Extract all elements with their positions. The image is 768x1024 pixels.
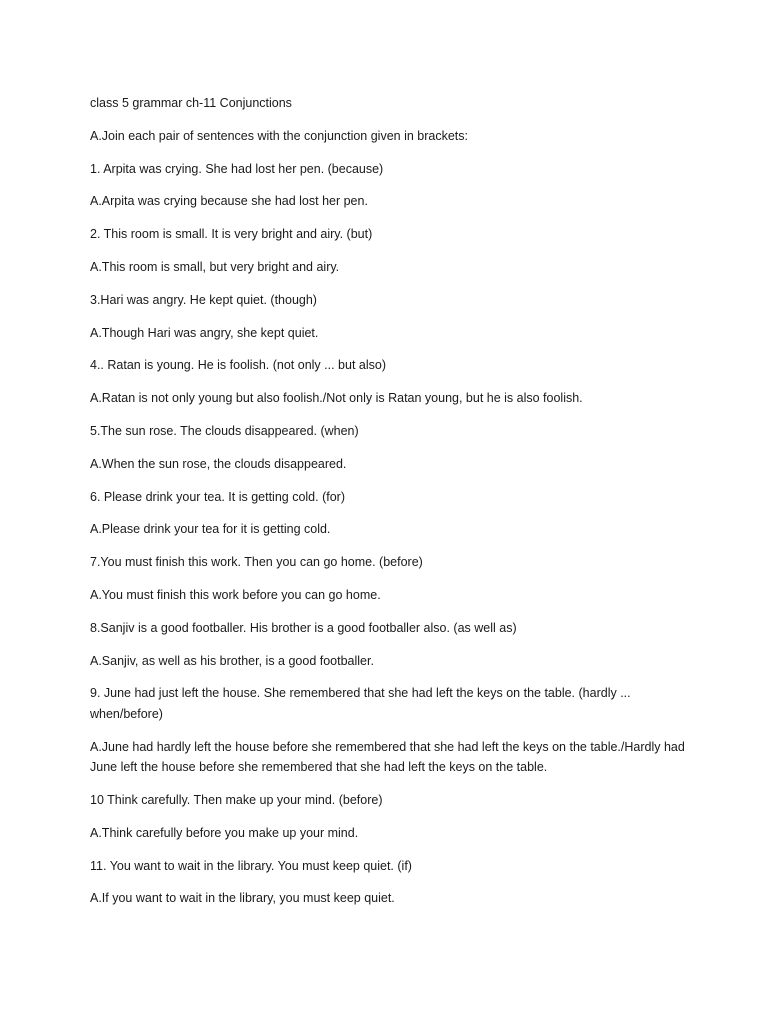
question-3: 3.Hari was angry. He kept quiet. (though) [90, 292, 317, 307]
answer-5: A.When the sun rose, the clouds disappeared. [90, 456, 347, 471]
document-body [90, 93, 690, 921]
question-9: 9. June had just left the house. She remembered that she had left the keys on the table. (hardly ... when/before) [90, 686, 631, 721]
question-7: 7.You must finish this work. Then you can go home. (before) [90, 555, 423, 570]
answer-10: A.Think carefully before you make up your mind. [90, 825, 359, 840]
question-4: 4.. Ratan is young. He is foolish. (not only ... but also) [90, 358, 386, 373]
question-10: 10 Think carefully. Then make up your mind. (before) [90, 792, 383, 807]
answer-7: A.You must finish this work before you can go home. [90, 587, 381, 602]
question-8: 8.Sanjiv is a good footballer. His brother is a good footballer also. (as well as) [90, 620, 517, 635]
answer-8: A.Sanjiv, as well as his brother, is a good footballer. [90, 653, 374, 668]
answer-4: A.Ratan is not only young but also foolish./Not only is Ratan young, but he is also foolish. [90, 391, 583, 406]
question-1: 1. Arpita was crying. She had lost her pen. (because) [90, 161, 384, 176]
question-5: 5.The sun rose. The clouds disappeared. (when) [90, 423, 359, 438]
answer-9: A.June had hardly left the house before she remembered that she had left the keys on the table./Hardly had June left the house before she remembered that she had left the keys on the table. [90, 739, 685, 775]
question-6: 6. Please drink your tea. It is getting cold. (for) [90, 489, 345, 504]
answer-2: A.This room is small, but very bright and airy. [90, 259, 340, 274]
answer-3: A.Though Hari was angry, she kept quiet. [90, 325, 319, 340]
answer-11: A.If you want to wait in the library, you must keep quiet. [90, 891, 395, 906]
instruction-text: A.Join each pair of sentences with the conjunction given in brackets: [90, 128, 468, 143]
document-title: class 5 grammar ch-11 Conjunctions [90, 96, 292, 110]
answer-6: A.Please drink your tea for it is getting cold. [90, 522, 331, 537]
question-11: 11. You want to wait in the library. You must keep quiet. (if) [90, 858, 412, 873]
answer-1: A.Arpita was crying because she had lost her pen. [90, 194, 368, 209]
question-2: 2. This room is small. It is very bright and airy. (but) [90, 227, 373, 242]
